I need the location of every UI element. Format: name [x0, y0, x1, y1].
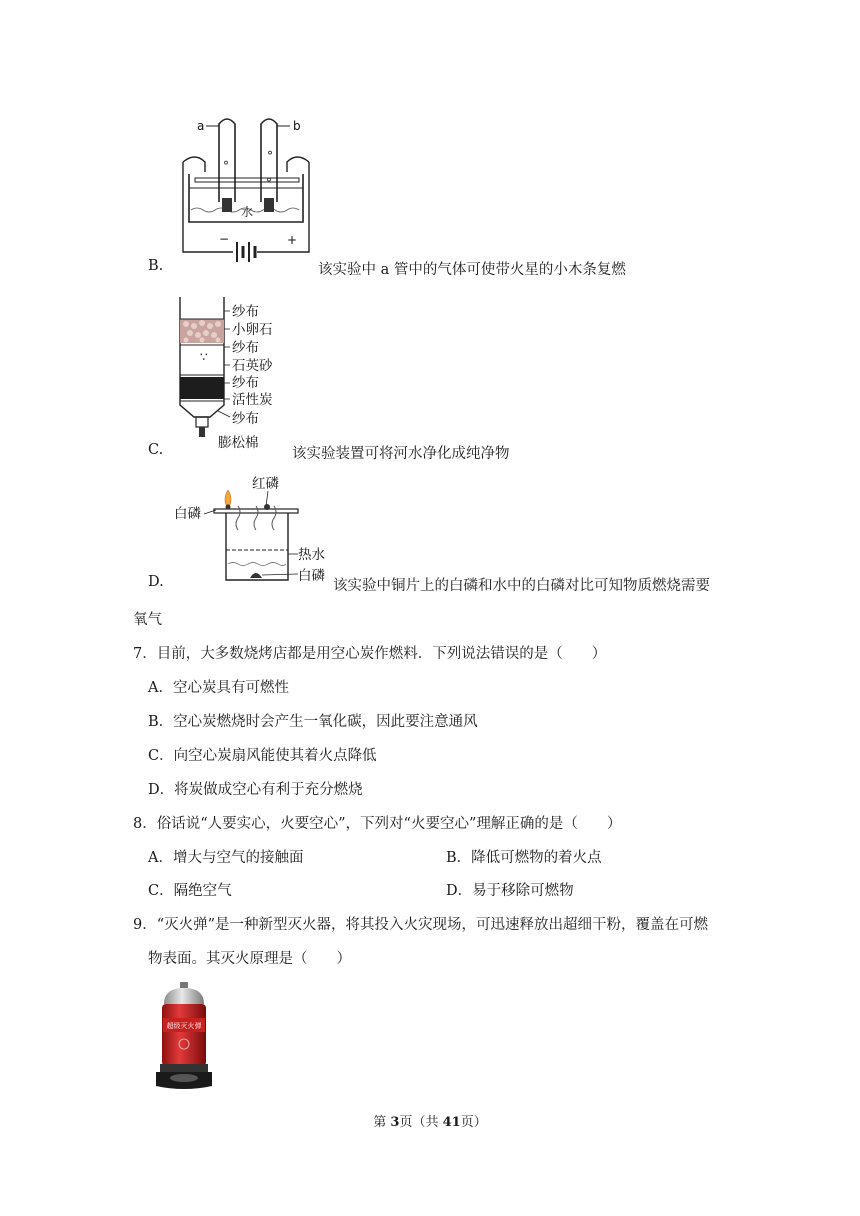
- footer-suffix: 页）: [460, 1115, 487, 1130]
- white-phosphorus-bottom-label: 白磷: [298, 568, 325, 584]
- q8-option-b: B．降低可燃物的着火点: [446, 850, 602, 866]
- page-footer: [0, 1111, 860, 1130]
- q7-option-d: D．将炭做成空心有利于充分燃烧: [148, 782, 363, 798]
- option-b-text: 该实验中 a 管中的气体可使带火星的小木条复燃: [318, 262, 626, 278]
- option-c-letter: C.: [148, 442, 164, 458]
- water-label: 水: [241, 205, 254, 219]
- svg-text:°: °: [266, 176, 272, 190]
- q9-bomb-label: 超级灭火弹: [166, 1022, 202, 1030]
- combustion-figure: [170, 470, 335, 588]
- q9-stem-line-1: 9．“灭火弹”是一种新型灭火器，将其投入火灾现场，可迅速释放出超细干粉，覆盖在可燃: [133, 917, 709, 933]
- q7-option-c: C．向空心炭扇风能使其着火点降低: [148, 748, 377, 764]
- option-d-text-1: 该实验中铜片上的白磷和水中的白磷对比可知物质燃烧需要: [333, 578, 710, 594]
- option-c-text: 该实验装置可将河水净化成纯净物: [292, 446, 510, 462]
- footer-prefix: 第: [373, 1115, 391, 1130]
- white-phosphorus-top-label: 白磷: [174, 506, 201, 522]
- svg-text:∵: ∵: [200, 350, 208, 364]
- water-purifier-figure: [172, 295, 302, 455]
- bottom-label: 膨松棉: [218, 435, 259, 451]
- layer-label-1: 纱布: [232, 304, 259, 320]
- q7-option-b: B．空心炭燃烧时会产生一氧化碳，因此要注意通风: [148, 714, 478, 730]
- red-phosphorus-label: 红磷: [252, 476, 279, 492]
- fire-extinguisher-ball-image: [150, 980, 220, 1095]
- option-d-text-2: 氧气: [133, 612, 162, 628]
- q8-stem: 8．俗话说“人要实心，火要空心”，下列对“火要空心”理解正确的是（ ）: [133, 816, 622, 832]
- layer-label-5: 纱布: [232, 375, 259, 391]
- layer-label-6: 活性炭: [232, 392, 273, 408]
- minus-label: −: [219, 232, 230, 246]
- tube-b-label: b: [293, 119, 301, 133]
- option-b-letter: B.: [148, 258, 164, 274]
- layer-label-7: 纱布: [232, 411, 259, 427]
- electrolysis-figure: [175, 112, 325, 272]
- hot-water-label: 热水: [298, 547, 325, 563]
- total-pages: 41: [442, 1115, 461, 1130]
- q7-stem: 7．目前，大多数烧烤店都是用空心炭作燃料．下列说法错误的是（ ）: [133, 646, 607, 662]
- layer-label-2: 小卵石: [232, 322, 273, 338]
- layer-label-3: 纱布: [232, 340, 259, 356]
- q8-option-a: A．增大与空气的接触面: [148, 850, 304, 866]
- svg-text:°: °: [267, 149, 273, 163]
- plus-label: +: [287, 233, 298, 247]
- layer-label-4: 石英砂: [232, 358, 273, 374]
- option-d-letter: D.: [148, 574, 164, 590]
- q9-stem-line-2: 物表面。其灭火原理是（ ）: [148, 951, 351, 967]
- svg-text:°: °: [223, 159, 229, 173]
- page-number: 3: [390, 1115, 400, 1130]
- tube-a-label: a: [197, 119, 205, 133]
- footer-mid: 页（共: [399, 1115, 443, 1130]
- q8-option-c: C．隔绝空气: [148, 883, 232, 899]
- q8-option-d: D．易于移除可燃物: [446, 883, 574, 899]
- q7-option-a: A．空心炭具有可燃性: [148, 680, 289, 696]
